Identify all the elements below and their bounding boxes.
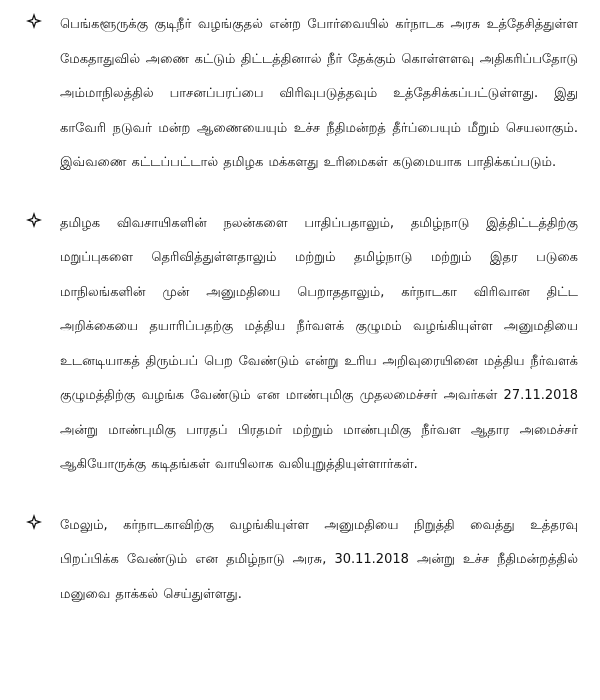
diamond-bullet-icon: [26, 514, 42, 530]
paragraph-text: பெங்களூருக்கு குடிநீர் வழங்குதல் என்ற போர்வையில் கர்நாடக அரசு உத்தேசித்துள்ள மேகதாதுவில் அணை கட்டும் திட்டத்தினால் நீர் தேக்கும் கொள்ளளவு அதிகரிப்பதோடு அம்மாநிலத்தில் பாசனப்பரப்பை விரிவுபடுத்தவும் உத்தேசிக்கப்பட்டுள்ளது. இது காவேரி நடுவர் மன்ற ஆணையையும் உச்ச நீதிமன்றத் தீர்ப்பையும் மீறும் செயலாகும். இவ்வணை கட்டப்பட்டால் தமிழக மக்களது உரிமைகள் கடுமையாக பாதிக்கப்படும்.: [60, 17, 578, 170]
bullet-paragraph-megathathu-dam: [60, 8, 578, 181]
diamond-bullet-icon: [26, 13, 42, 29]
bullet-paragraph-cm-letter: [60, 207, 578, 483]
diamond-bullet-icon: [26, 212, 42, 228]
paragraph-text: மேலும், கர்நாடகாவிற்கு வழங்கியுள்ள அனுமதியை நிறுத்தி வைத்து உத்தரவு பிறப்பிக்க வேண்டும் என தமிழ்நாடு அரசு, 30.11.2018 அன்று உச்ச நீதிமன்றத்தில் மனுவை தாக்கல் செய்துள்ளது.: [60, 517, 578, 602]
paragraph-text: தமிழக விவசாயிகளின் நலன்களை பாதிப்பதாலும், தமிழ்நாடு இத்திட்டத்திற்கு மறுப்புகளை தெரிவித்துள்ளதாலும் மற்றும் தமிழ்நாடு மற்றும் இதர படுகை மாநிலங்களின் முன் அனுமதியை பெறாததாலும், கர்நாடகா விரிவான திட்ட அறிக்கையை தயாரிப்பதற்கு மத்திய நீர்வளக் குழுமம் வழங்கியுள்ள அனுமதியை உடனடியாகத் திரும்பப் பெற வேண்டும் என்று உரிய அறிவுரையினை மத்திய நீர்வளக் குழுமத்திற்கு வழங்க வேண்டும் என மாண்புமிகு முதலமைச்சர் அவர்கள் 27.11.2018 அன்று மாண்புமிகு பாரதப் பிரதமர் மற்றும் மாண்புமிகு நீர்வள ஆதார அமைச்சர் ஆகியோருக்கு கடிதங்கள் வாயிலாக வலியுறுத்தியுள்ளார்கள்.: [60, 215, 578, 472]
bullet-paragraph-supreme-court-petition: [60, 509, 578, 613]
